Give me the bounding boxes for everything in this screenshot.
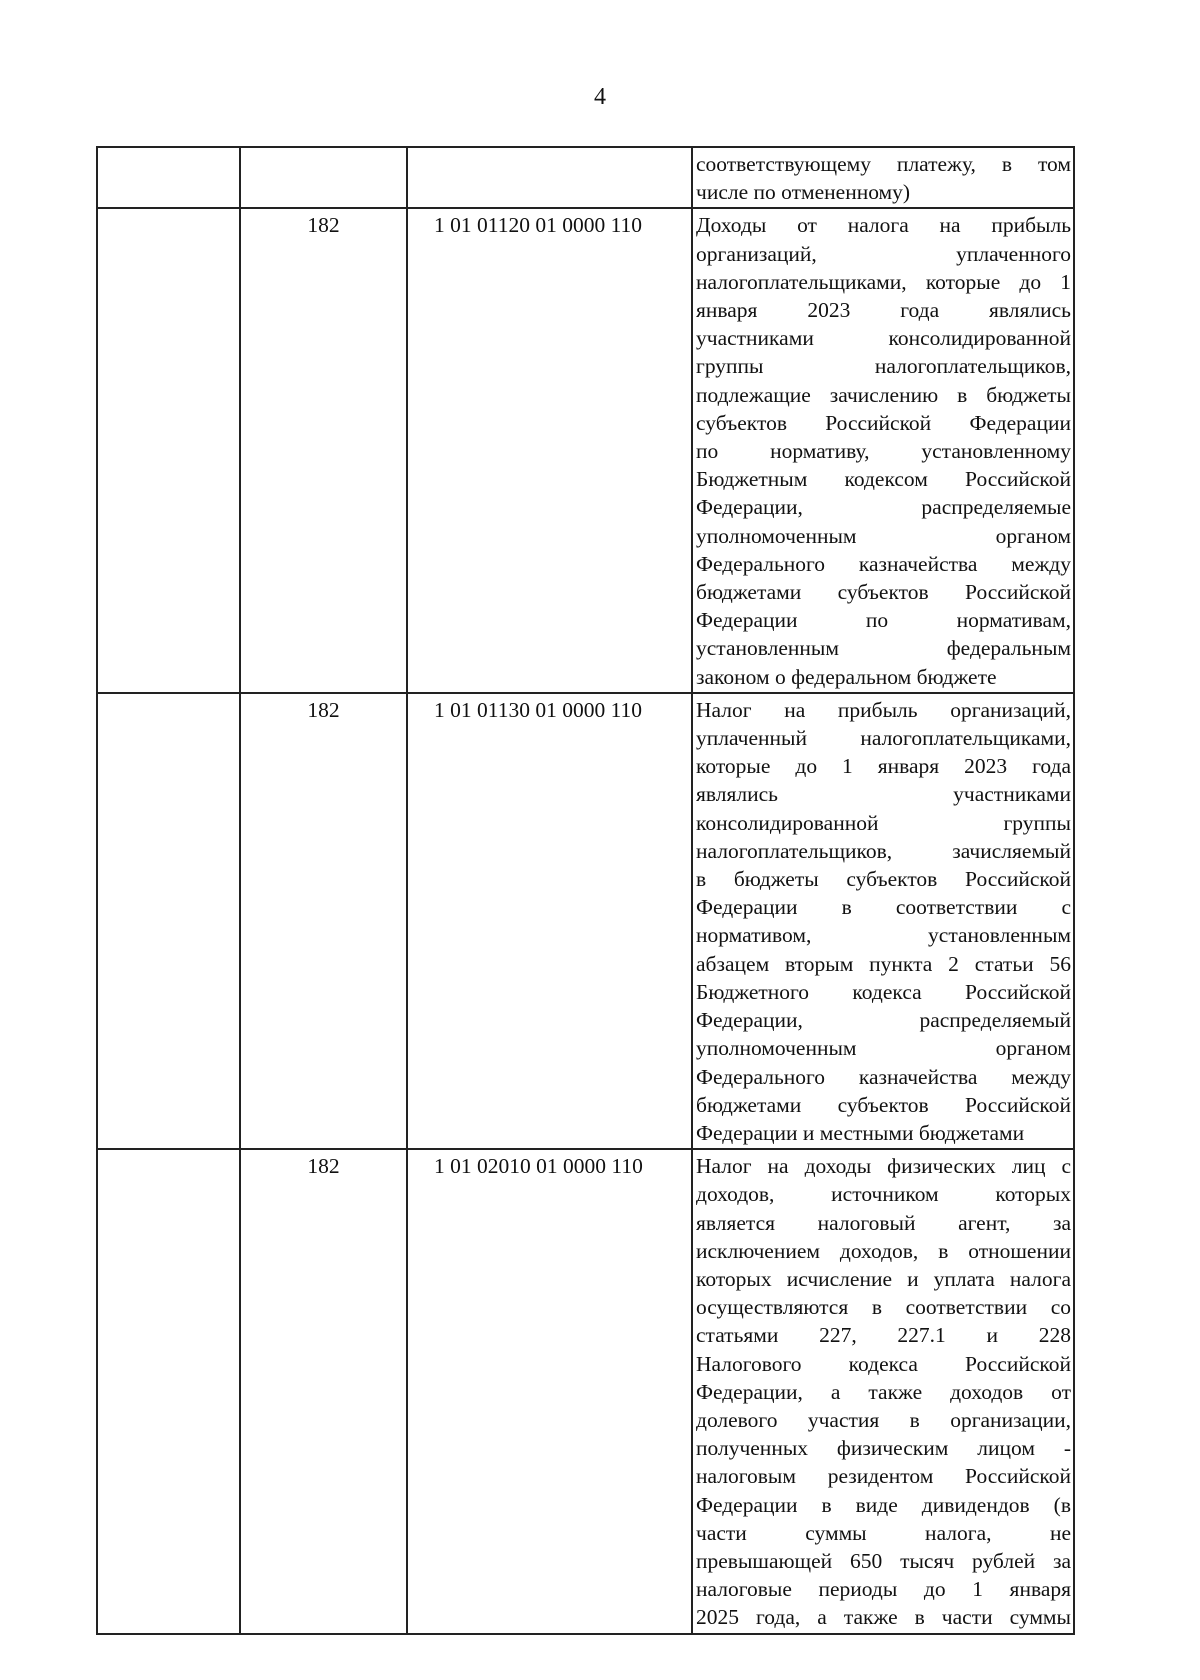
description-line: Федерации, распределяемый [696, 1008, 1071, 1033]
admin-code-cell: 182 [240, 1149, 407, 1633]
description-line: превышающей 650 тысяч рублей за [696, 1548, 1071, 1573]
budget-code-cell: 1 01 01130 01 0000 110 [407, 693, 692, 1149]
description-line: установленным федеральным [696, 636, 1071, 661]
description-line: Федерального казначейства между [696, 551, 1071, 576]
description-line: которые до 1 января 2023 года [696, 754, 1071, 779]
description-line: нормативом, установленным [696, 923, 1071, 948]
description-line: налоговые периоды до 1 января [696, 1577, 1071, 1602]
description-line: Налог на доходы физических лиц с [696, 1154, 1071, 1179]
description-line: уплаченный налогоплательщиками, [696, 726, 1071, 751]
description-line: которых исчисление и уплата налога [696, 1266, 1071, 1291]
description-line: Бюджетного кодекса Российской [696, 979, 1071, 1004]
empty-cell [97, 208, 240, 692]
empty-cell [97, 147, 240, 208]
description-line: Федерации в соответствии с [696, 895, 1071, 920]
table-row [97, 1149, 1074, 1633]
page-number: 4 [594, 84, 606, 110]
description-line: статьями 227, 227.1 и 228 [696, 1323, 1071, 1348]
budget-code-cell: 1 01 01120 01 0000 110 [407, 208, 692, 692]
description-line: группы налогоплательщиков, [696, 354, 1071, 379]
description-line: налогоплательщиков, зачисляемый [696, 838, 1071, 863]
description-line: января 2023 года являлись [696, 298, 1071, 323]
description-line: исключением доходов, в отношении [696, 1238, 1071, 1263]
admin-code-cell [240, 147, 407, 208]
description-line: Федерального казначейства между [696, 1064, 1071, 1089]
description-line: законом о федеральном бюджете [696, 664, 997, 689]
admin-code-cell: 182 [240, 208, 407, 692]
description-line: Федерации, распределяемые [696, 495, 1071, 520]
description-line: соответствующему платежу, в том [696, 152, 1071, 176]
empty-cell [97, 693, 240, 1149]
table-row [97, 693, 1074, 1149]
description-line: организаций, уплаченного [696, 241, 1071, 266]
empty-cell [97, 1149, 240, 1633]
description-line: бюджетами субъектов Российской [696, 1092, 1071, 1117]
description-line: является налоговый агент, за [696, 1210, 1071, 1235]
description-line: в бюджеты субъектов Российской [696, 867, 1071, 892]
description-line: доходов, источником которых [696, 1182, 1071, 1207]
description-cell [692, 1149, 1074, 1633]
description-line: Федерации, а также доходов от [696, 1379, 1071, 1404]
description-line: консолидированной группы [696, 810, 1071, 835]
description-line: числе по отмененному) [696, 180, 911, 205]
description-line: бюджетами субъектов Российской [696, 580, 1071, 605]
description-line: абзацем вторым пункта 2 статьи 56 [696, 951, 1071, 976]
description-line: Налог на прибыль организаций, [696, 697, 1071, 722]
description-line: Налогового кодекса Российской [696, 1351, 1071, 1376]
table-row [97, 147, 1074, 208]
description-line: субъектов Российской Федерации [696, 410, 1071, 435]
description-line: 2025 года, а также в части суммы [696, 1605, 1071, 1630]
description-line: налогоплательщиками, которые до 1 [696, 269, 1071, 294]
description-line: подлежащие зачислению в бюджеты [696, 382, 1071, 407]
description-line: налоговым резидентом Российской [696, 1464, 1071, 1489]
description-line: уполномоченным органом [696, 523, 1071, 548]
description-line: части суммы налога, не [696, 1520, 1071, 1545]
revenue-classification-table [96, 146, 1075, 1635]
budget-code-cell [407, 147, 692, 208]
description-line: Доходы от налога на прибыль [696, 213, 1071, 238]
description-line: являлись участниками [696, 782, 1071, 807]
admin-code-cell: 182 [240, 693, 407, 1149]
description-line: Федерации по нормативам, [696, 608, 1071, 633]
description-line: уполномоченным органом [696, 1036, 1071, 1061]
description-line: осуществляются в соответствии со [696, 1295, 1071, 1320]
description-line: Федерации в виде дивидендов (в [696, 1492, 1071, 1517]
table-row [97, 208, 1074, 692]
description-line: Бюджетным кодексом Российской [696, 467, 1071, 492]
description-line: участниками консолидированной [696, 326, 1071, 351]
description-cell [692, 208, 1074, 692]
budget-code-cell: 1 01 02010 01 0000 110 [407, 1149, 692, 1633]
description-cell [692, 147, 1074, 208]
description-line: Федерации и местными бюджетами [696, 1120, 1025, 1145]
description-cell [692, 693, 1074, 1149]
description-line: по нормативу, установленному [696, 439, 1071, 464]
description-line: долевого участия в организации, [696, 1407, 1071, 1432]
description-line: полученных физическим лицом - [696, 1436, 1071, 1461]
